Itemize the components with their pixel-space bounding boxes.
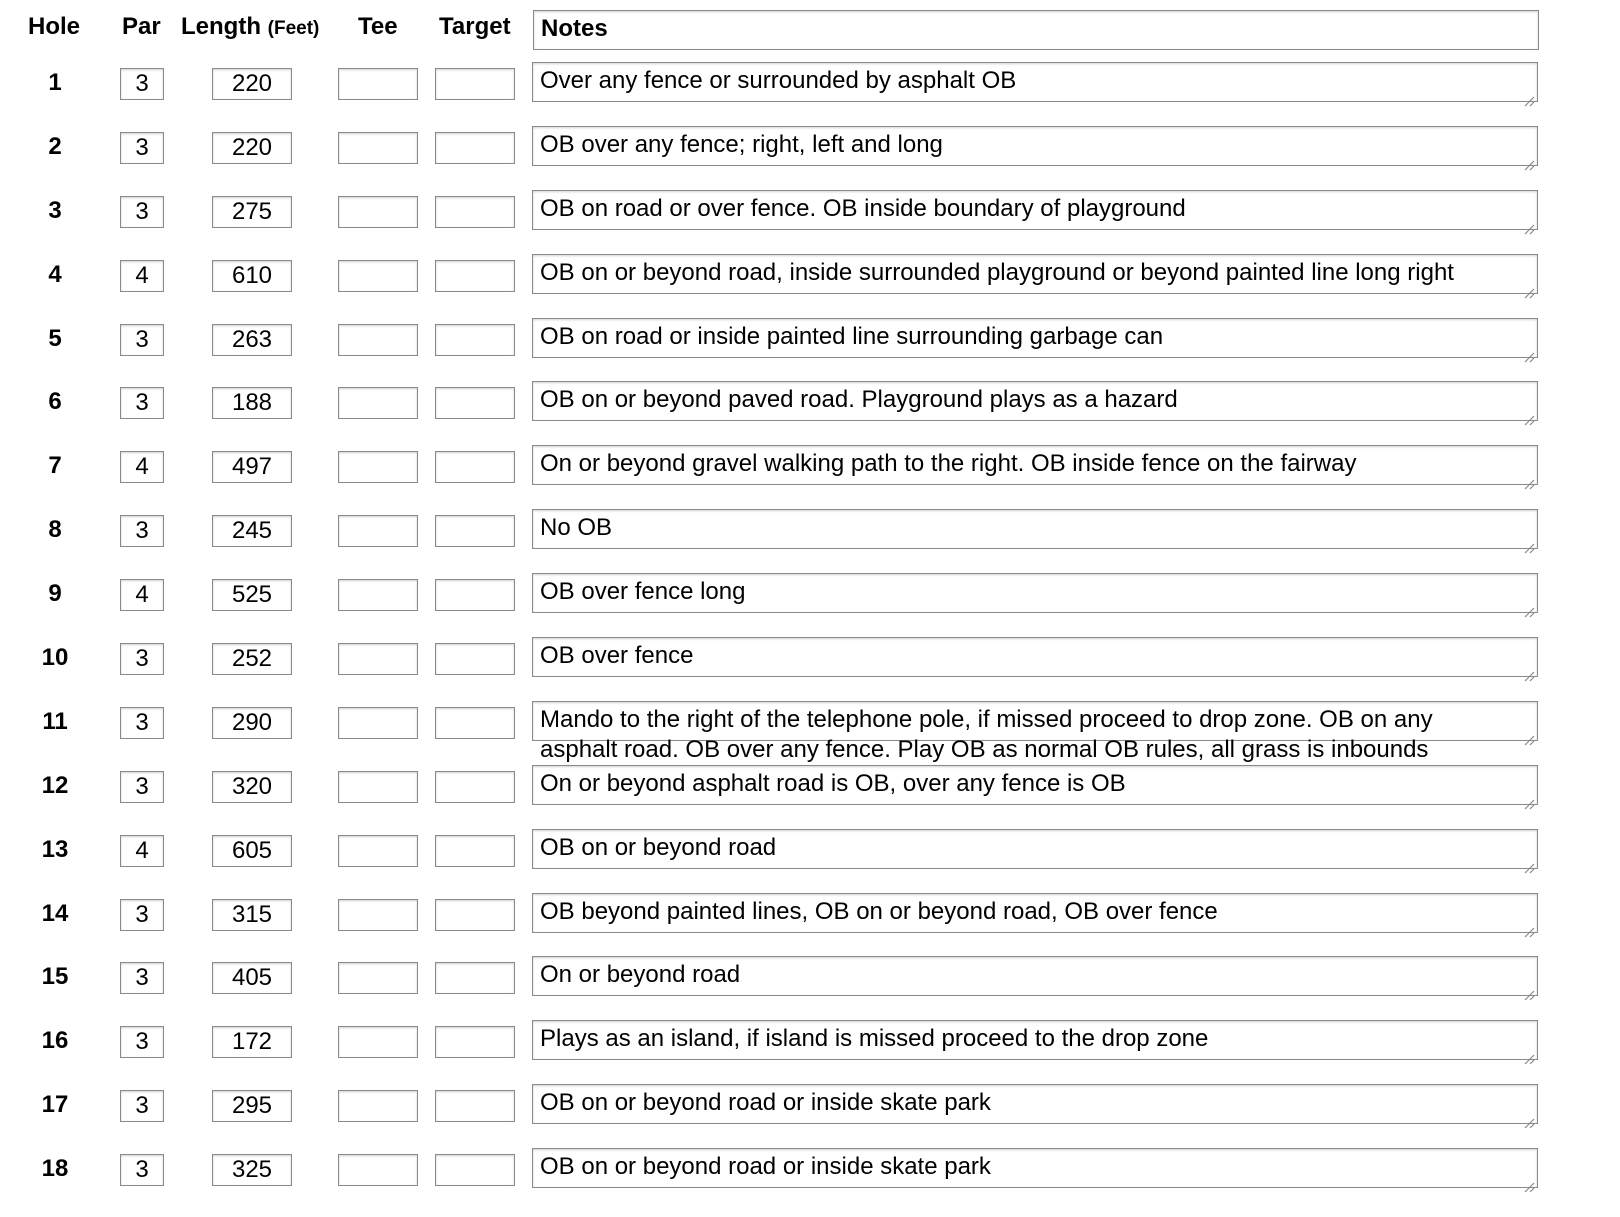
target-field[interactable] — [435, 132, 515, 164]
length-field[interactable]: 245 — [212, 515, 292, 547]
resize-grip-icon[interactable] — [1521, 468, 1535, 482]
notes-text: Mando to the right of the telephone pole, if missed proceed to drop zone. OB on any asphalt road. OB over any fence. Play OB as normal OB rules, all grass is inbounds — [540, 705, 1433, 763]
tee-field[interactable] — [338, 1090, 418, 1122]
table-row — [0, 1146, 1620, 1210]
target-field[interactable] — [435, 451, 515, 483]
table-row — [0, 124, 1620, 188]
target-field[interactable] — [435, 1090, 515, 1122]
tee-field[interactable] — [338, 835, 418, 867]
header-length-label: Length — [181, 13, 261, 40]
table-row — [0, 188, 1620, 252]
notes-textarea[interactable] — [532, 62, 1538, 102]
hole-number: 17 — [41, 1091, 69, 1119]
par-field[interactable]: 4 — [120, 579, 164, 611]
par-field[interactable]: 3 — [120, 132, 164, 164]
tee-field[interactable] — [338, 643, 418, 675]
target-field[interactable] — [435, 835, 515, 867]
notes-textarea[interactable] — [532, 445, 1538, 485]
par-field[interactable]: 3 — [120, 771, 164, 803]
tee-field[interactable] — [338, 515, 418, 547]
resize-grip-icon[interactable] — [1521, 277, 1535, 291]
table-header — [0, 8, 1620, 48]
resize-grip-icon[interactable] — [1521, 916, 1535, 930]
hole-number: 14 — [41, 899, 69, 927]
table-row — [0, 60, 1620, 124]
tee-field[interactable] — [338, 387, 418, 419]
tee-field[interactable] — [338, 132, 418, 164]
target-field[interactable] — [435, 196, 515, 228]
length-field[interactable]: 252 — [212, 643, 292, 675]
notes-text: On or beyond asphalt road is OB, over any fence is OB — [540, 769, 1126, 797]
notes-text: OB on or beyond road, inside surrounded playground or beyond painted line long right — [540, 258, 1454, 286]
notes-text: OB on road or over fence. OB inside boundary of playground — [540, 194, 1186, 222]
header-length — [181, 12, 319, 44]
hole-number: 3 — [48, 196, 62, 224]
notes-text: OB beyond painted lines, OB on or beyond road, OB over fence — [540, 897, 1218, 925]
table-row — [0, 379, 1620, 443]
header-par: Par — [122, 13, 161, 40]
notes-textarea[interactable] — [532, 381, 1538, 421]
tee-field[interactable] — [338, 899, 418, 931]
notes-text: Over any fence or surrounded by asphalt OB — [540, 67, 1017, 94]
notes-textarea[interactable] — [532, 637, 1538, 677]
hole-number: 15 — [41, 963, 69, 991]
table-row — [0, 954, 1620, 1018]
par-field[interactable]: 3 — [120, 1090, 164, 1122]
tee-field[interactable] — [338, 579, 418, 611]
header-hole: Hole — [28, 13, 81, 40]
resize-grip-icon[interactable] — [1521, 724, 1535, 738]
hole-number: 8 — [48, 516, 62, 544]
length-field[interactable]: 295 — [212, 1090, 292, 1122]
length-field[interactable]: 320 — [212, 771, 292, 803]
par-field[interactable]: 3 — [120, 324, 164, 356]
resize-grip-icon[interactable] — [1521, 404, 1535, 418]
table-row — [0, 252, 1620, 316]
length-field[interactable]: 220 — [212, 132, 292, 164]
notes-textarea[interactable] — [532, 893, 1538, 933]
length-field[interactable]: 290 — [212, 707, 292, 739]
tee-field[interactable] — [338, 324, 418, 356]
tee-field[interactable] — [338, 1154, 418, 1186]
notes-text: OB on or beyond road or inside skate park — [540, 1089, 991, 1117]
resize-grip-icon[interactable] — [1521, 85, 1535, 99]
target-field[interactable] — [435, 1026, 515, 1058]
notes-text: OB over fence long — [540, 578, 746, 606]
table-row — [0, 1018, 1620, 1082]
table-row — [0, 891, 1620, 955]
length-field[interactable]: 325 — [212, 1154, 292, 1186]
notes-text: OB on or beyond paved road. Playground plays as a hazard — [540, 386, 1178, 414]
tee-field[interactable] — [338, 962, 418, 994]
header-target: Target — [439, 13, 511, 40]
par-field[interactable]: 3 — [120, 387, 164, 419]
notes-text: OB over any fence; right, left and long — [540, 130, 943, 158]
notes-textarea[interactable] — [532, 956, 1538, 996]
tee-field[interactable] — [338, 771, 418, 803]
hole-rows — [0, 60, 1620, 1210]
resize-grip-icon[interactable] — [1521, 149, 1535, 163]
hole-number: 2 — [48, 132, 62, 160]
table-row — [0, 699, 1620, 763]
target-field[interactable] — [435, 515, 515, 547]
notes-textarea[interactable] — [532, 1148, 1538, 1188]
length-field[interactable]: 220 — [212, 68, 292, 100]
notes-textarea[interactable] — [532, 1084, 1538, 1124]
length-field[interactable]: 405 — [212, 962, 292, 994]
par-field[interactable]: 3 — [120, 643, 164, 675]
resize-grip-icon[interactable] — [1521, 788, 1535, 802]
notes-textarea[interactable] — [532, 254, 1538, 294]
target-field[interactable] — [435, 771, 515, 803]
resize-grip-icon[interactable] — [1521, 1171, 1535, 1185]
table-row — [0, 316, 1620, 380]
notes-text: OB on road or inside painted line surrounding garbage can — [540, 322, 1164, 350]
par-field[interactable]: 4 — [120, 451, 164, 483]
resize-grip-icon[interactable] — [1521, 532, 1535, 546]
target-field[interactable] — [435, 324, 515, 356]
length-field[interactable]: 188 — [212, 387, 292, 419]
table-row — [0, 507, 1620, 571]
target-field[interactable] — [435, 68, 515, 100]
tee-field[interactable] — [338, 451, 418, 483]
length-field[interactable]: 263 — [212, 324, 292, 356]
hole-number: 10 — [41, 644, 69, 672]
par-field[interactable]: 4 — [120, 260, 164, 292]
table-row — [0, 571, 1620, 635]
target-field[interactable] — [435, 387, 515, 419]
resize-grip-icon[interactable] — [1521, 341, 1535, 355]
length-field[interactable]: 315 — [212, 899, 292, 931]
table-row — [0, 635, 1620, 699]
par-field[interactable]: 3 — [120, 68, 164, 100]
table-row — [0, 443, 1620, 507]
notes-textarea[interactable] — [532, 190, 1538, 230]
header-tee: Tee — [358, 13, 398, 40]
length-field[interactable]: 275 — [212, 196, 292, 228]
notes-textarea[interactable] — [532, 829, 1538, 869]
notes-text: OB over fence — [540, 642, 694, 670]
hole-number: 12 — [41, 771, 69, 799]
notes-text: OB on or beyond road — [540, 833, 777, 861]
resize-grip-icon[interactable] — [1521, 596, 1535, 610]
tee-field[interactable] — [338, 260, 418, 292]
resize-grip-icon[interactable] — [1521, 213, 1535, 227]
notes-textarea[interactable] — [532, 573, 1538, 613]
hole-number: 11 — [42, 707, 68, 735]
notes-text: On or beyond gravel walking path to the right. OB inside fence on the fairway — [540, 450, 1357, 478]
tee-field[interactable] — [338, 707, 418, 739]
target-field[interactable] — [435, 1154, 515, 1186]
target-field[interactable] — [435, 962, 515, 994]
hole-number: 9 — [48, 580, 62, 608]
tee-field[interactable] — [338, 196, 418, 228]
hole-number: 7 — [48, 452, 62, 480]
notes-textarea[interactable] — [532, 318, 1538, 358]
resize-grip-icon[interactable] — [1521, 852, 1535, 866]
hole-number: 1 — [48, 69, 62, 96]
par-field[interactable]: 3 — [120, 515, 164, 547]
length-field[interactable]: 497 — [212, 451, 292, 483]
length-field[interactable]: 172 — [212, 1026, 292, 1058]
hole-number: 16 — [41, 1027, 69, 1055]
notes-textarea[interactable] — [532, 1020, 1538, 1060]
table-row — [0, 763, 1620, 827]
hole-number: 4 — [48, 260, 62, 288]
par-field[interactable]: 4 — [120, 835, 164, 867]
notes-textarea[interactable] — [532, 765, 1538, 805]
notes-text: On or beyond road — [540, 961, 741, 989]
tee-field[interactable] — [338, 68, 418, 100]
par-field[interactable]: 3 — [120, 1026, 164, 1058]
resize-grip-icon[interactable] — [1521, 660, 1535, 674]
resize-grip-icon[interactable] — [1521, 1107, 1535, 1121]
target-field[interactable] — [435, 899, 515, 931]
par-field[interactable]: 3 — [120, 899, 164, 931]
hole-number: 5 — [48, 324, 62, 352]
length-field[interactable]: 605 — [212, 835, 292, 867]
par-field[interactable]: 3 — [120, 707, 164, 739]
length-field[interactable]: 525 — [212, 579, 292, 611]
par-field[interactable]: 3 — [120, 962, 164, 994]
notes-textarea[interactable] — [532, 509, 1538, 549]
notes-text: Plays as an island, if island is missed proceed to the drop zone — [540, 1025, 1209, 1053]
notes-text: No OB — [540, 514, 613, 542]
target-field[interactable] — [435, 260, 515, 292]
hole-number: 6 — [48, 388, 62, 416]
hole-number: 13 — [41, 835, 69, 863]
resize-grip-icon[interactable] — [1521, 1043, 1535, 1057]
target-field[interactable] — [435, 579, 515, 611]
target-field[interactable] — [435, 707, 515, 739]
par-field[interactable]: 3 — [120, 1154, 164, 1186]
length-field[interactable]: 610 — [212, 260, 292, 292]
target-field[interactable] — [435, 643, 515, 675]
notes-textarea[interactable] — [532, 701, 1538, 763]
notes-text: OB on or beyond road or inside skate park — [540, 1153, 991, 1181]
hole-number: 18 — [41, 1155, 69, 1183]
notes-textarea[interactable] — [532, 126, 1538, 166]
header-notes: Notes — [533, 10, 1539, 50]
header-length-unit: (Feet) — [267, 18, 320, 39]
table-row — [0, 827, 1620, 891]
tee-field[interactable] — [338, 1026, 418, 1058]
par-field[interactable]: 3 — [120, 196, 164, 228]
resize-grip-icon[interactable] — [1521, 979, 1535, 993]
table-row — [0, 1082, 1620, 1146]
